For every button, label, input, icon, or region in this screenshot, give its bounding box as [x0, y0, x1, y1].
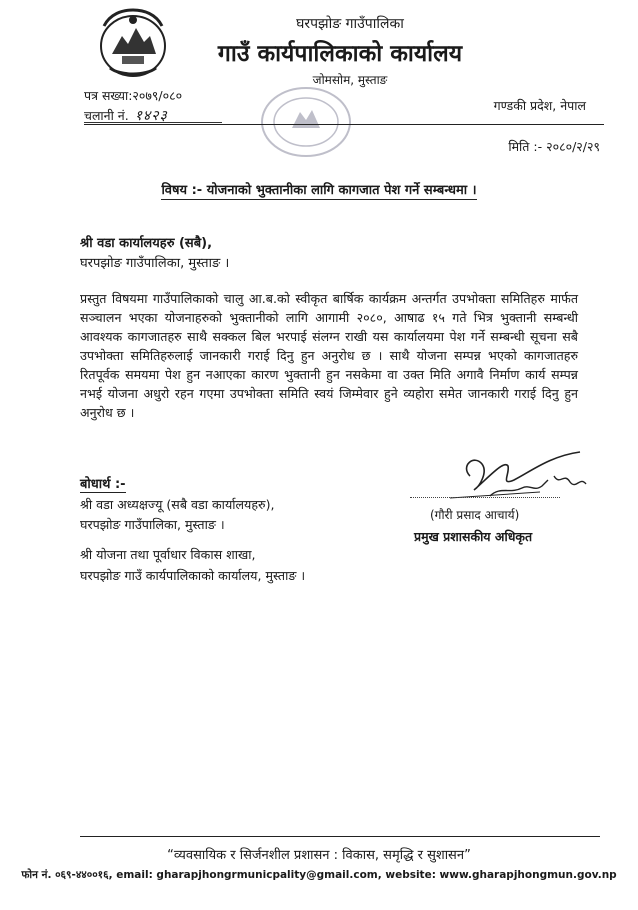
province: गण्डकी प्रदेश, नेपाल [493, 98, 586, 113]
dispatch-value: १४२३ [134, 108, 168, 124]
recipient-line-2: घरपझोङ गाउँपालिका, मुस्ताङ । [80, 256, 230, 271]
subject-line [0, 180, 638, 198]
cc-heading-text: बोधार्थ :- [80, 477, 126, 492]
nepal-emblem-icon [92, 6, 174, 82]
reference-number: पत्र सख्या:२०७९/०८० [84, 88, 183, 103]
footer-motto: “व्यवसायिक र सिर्जनशील प्रशासन : विकास, समृद्धि र सुशासन” [167, 848, 471, 863]
signatory-name: (गौरी प्रसाद आचार्य) [430, 508, 520, 522]
signatory-title: प्रमुख प्रशासकीय अधिकृत [414, 529, 533, 544]
letter-body: प्रस्तुत विषयमा गाउँपालिकाको चालु आ.ब.को स्वीकृत बार्षिक कार्यक्रम अन्तर्गत उपभोक्ता समितिहरु मार्फत सञ्चालन भएका योजनाहरुको भुक्तानीको लागि आगामी २०८०, आषाढ १५ गते भित्र भुक्तानी सम्बन्धी आवश्यक कागजातहरु साथै सक्कल बिल भरपाई संलग्न राखी यस कार्यालयमा पेश गर्ने सम्बन्धी सूचना सबै उपभोक्ता समितिहरुलाई जानकारी गराई दिनु हुन अनुरोध छ । साथै योजना सम्पन्न भएको कागजातहरु रितपूर्वक समयमा पेश हुन नआएका कारण भुक्तानी हुन नसकेमा वा उक्त मिति अगावै निर्माण कार्य सम्पन्न नभई योजना अधुरो रहन गएमा उपभोक्ता समिति स्वयं जिम्मेवार हुने व्यहोरा समेत जानकारी गराई दिनु हुन अनुरोध छ । [80, 291, 578, 420]
header-rule [84, 124, 604, 125]
footer-rule [80, 836, 600, 837]
letter-date: मिति :- २०८०/२/२९ [508, 139, 600, 154]
cc-line: घरपझोङ गाउँ कार्यपालिकाको कार्यालय, मुस्ताङ । [80, 568, 306, 583]
dispatch-underline [84, 122, 222, 123]
signature-dotted-line [410, 497, 560, 498]
office-seal-icon [258, 84, 354, 160]
subject-text: विषय :- योजनाको भुक्तानीका लागि कागजात पेश गर्ने सम्बन्धमा । [161, 183, 477, 198]
dispatch-label: चलानी नं. [84, 108, 129, 123]
footer-contact: फोन नं. ०६९-४४००१६, email: gharapjhongrmunicpality@gmail.com, website: www.gharapjhongmun.gov.np [21, 869, 617, 881]
office-title: गाउँ कार्यपालिकाको कार्यालय [217, 41, 463, 67]
municipality-name: घरपझोङ गाउँपालिका [296, 16, 404, 32]
cc-line: श्री योजना तथा पूर्वाधार विकास शाखा, [80, 547, 256, 562]
office-place: जोमसोम, मुस्ताङ [312, 73, 388, 87]
cc-line: श्री वडा अध्यक्षज्यू (सबै वडा कार्यालयहरु), [80, 497, 275, 512]
cc-line: घरपझोङ गाउँपालिका, मुस्ताङ । [80, 517, 225, 532]
cc-heading [80, 474, 126, 492]
recipient-line-1: श्री वडा कार्यालयहरु (सबै), [80, 236, 213, 251]
